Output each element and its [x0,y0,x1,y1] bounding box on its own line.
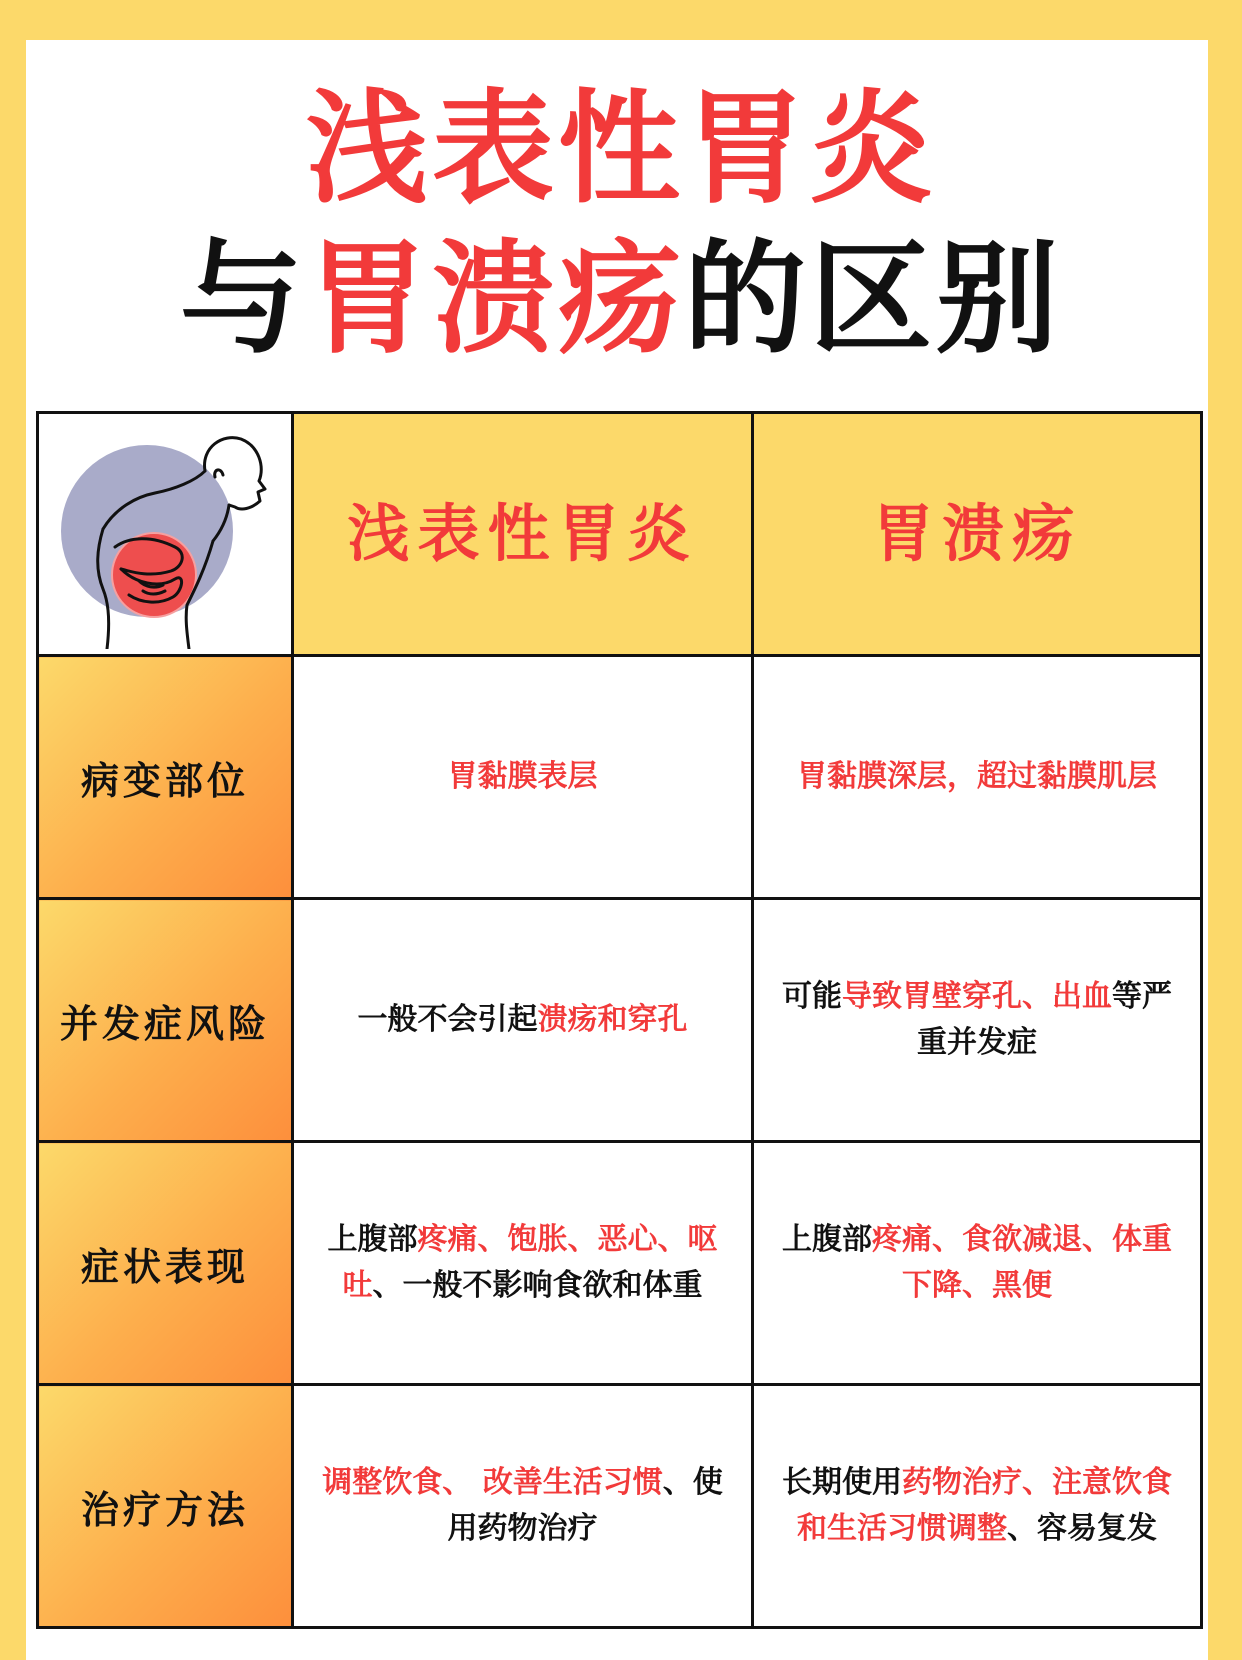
illustration-cell [38,413,293,656]
cell-text-segment: 长期使用 [782,1465,902,1500]
title-highlight: 胃溃疡 [306,228,684,370]
cell-text-segment: 调整饮食、 改善生活习惯 [322,1465,663,1500]
gastritis-cell [293,1385,753,1628]
cell-text-segment: 上腹部 [327,1222,418,1257]
row-label-cell [38,899,293,1142]
table-row [38,1385,1202,1628]
cell-text-segment: 药物治疗、注意饮食和生活习惯调整 [797,1465,1172,1546]
ulcer-cell [753,1142,1202,1385]
cell-text-segment: 胃黏膜表层 [447,759,598,794]
ulcer-cell [753,1385,1202,1628]
cell-text-segment: 导致胃壁穿孔、出血 [842,979,1112,1014]
cell-text-segment: 胃黏膜深层，超过黏膜肌层 [797,759,1157,794]
cell-text-segment: 疼痛、食欲减退、体重下降、黑便 [872,1222,1172,1303]
cell-text-segment: 、一般不影响食欲和体重 [372,1268,703,1303]
row-label: 治疗方法 [80,1487,249,1532]
table-row [38,899,1202,1142]
cell-text-segment: 一般不会引起 [357,1002,538,1037]
cell-text-segment: 可能 [782,979,842,1014]
cell-text-segment: 溃疡和穿孔 [537,1002,688,1037]
row-label-cell [38,1385,293,1628]
table-row [38,1142,1202,1385]
title-line-2 [0,228,1242,370]
title-prefix: 与 [180,228,306,370]
column-header-ulcer [753,413,1202,656]
row-label-cell [38,656,293,899]
gastritis-cell [293,656,753,899]
cell-text-segment: 上腹部 [782,1222,872,1257]
row-label: 病变部位 [80,758,249,803]
column-header-label: 胃溃疡 [871,497,1082,570]
column-header-gastritis [293,413,753,656]
row-label: 症状表现 [80,1244,249,1289]
stomach-pain-person-icon [55,419,275,649]
cell-text-segment: 、容易复发 [1007,1511,1157,1546]
column-header-label: 浅表性胃炎 [347,497,698,570]
row-label: 并发症风险 [59,1001,270,1046]
cell-text-segment: 、使用药物治疗 [447,1465,723,1546]
ulcer-cell [753,656,1202,899]
title-line-1: 浅表性胃炎 [306,78,936,220]
comparison-table [36,411,1203,1629]
gastritis-cell [293,1142,753,1385]
table-row [38,656,1202,899]
title-suffix: 的区别 [684,228,1062,370]
cell-text-segment: 等严重并发症 [917,979,1172,1060]
table-header-row [38,413,1202,656]
gastritis-cell [293,899,753,1142]
ulcer-cell [753,899,1202,1142]
cell-text-segment: 疼痛、饱胀、恶心、呕吐 [342,1222,718,1303]
row-label-cell [38,1142,293,1385]
